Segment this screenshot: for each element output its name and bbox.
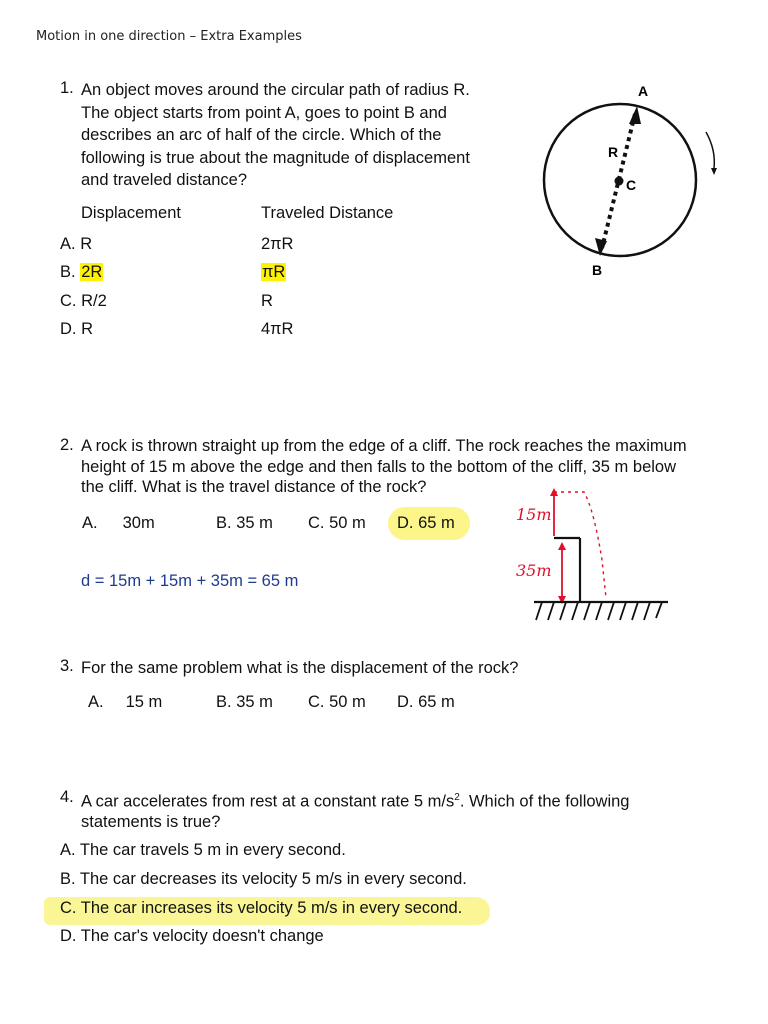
option-value: 35 m [236, 693, 273, 711]
ground-hatching [536, 602, 662, 620]
label-b: B [592, 262, 603, 278]
q2-option-b[interactable] [216, 514, 273, 533]
page-header: Motion in one direction – Extra Examples [36, 29, 302, 44]
q2-option-a[interactable] [82, 514, 155, 533]
option-distance-highlighted: πR [262, 263, 286, 281]
arrow-up-35m [558, 542, 566, 550]
q1-option-b-distance [261, 263, 286, 282]
option-value: 50 m [329, 693, 366, 711]
q3-option-c[interactable] [308, 693, 366, 712]
q4-option-b[interactable]: B. The car decreases its velocity 5 m/s in every second. [60, 870, 467, 888]
q3-option-a[interactable] [88, 693, 162, 712]
option-letter: C. [308, 514, 325, 532]
q4-line-2: statements is true? [81, 813, 221, 831]
circle-diagram [520, 80, 730, 285]
cliff-sketch [510, 480, 680, 630]
q2-number: 2. [60, 436, 74, 454]
q4-number: 4. [60, 788, 74, 806]
option-letter: D. [60, 320, 82, 338]
q2-solution: d = 15m + 15m + 35m = 65 m [81, 572, 299, 590]
q1-text [81, 79, 521, 192]
option-letter: A. [82, 514, 98, 532]
center-point [615, 177, 624, 186]
q1-line: and traveled distance? [81, 171, 248, 189]
q4-text [81, 788, 629, 833]
q1-line: describes an arc of half of the circle. Which of the [81, 126, 442, 144]
q4-option-c[interactable]: C. The car increases its velocity 5 m/s in every second. [60, 899, 463, 917]
q4-superscript: 2 [454, 792, 460, 803]
sketch-label-35m: 35m [516, 561, 552, 580]
q1-option-d[interactable] [60, 320, 93, 339]
option-value: 65 m [418, 693, 455, 711]
q3-number: 3. [60, 657, 74, 675]
rotation-arrow [706, 132, 714, 168]
q1-line: An object moves around the circular path of radius R. [81, 81, 470, 99]
q3-option-b[interactable] [216, 693, 273, 712]
option-letter: B. [60, 263, 81, 281]
label-a: A [638, 83, 649, 99]
option-value: 30m [122, 514, 155, 532]
q2-line: A rock is thrown straight up from the edge of a cliff. The rock reaches the maximum [81, 437, 687, 455]
option-displacement: R/2 [81, 292, 107, 310]
q2-option-d[interactable] [397, 514, 455, 533]
q1-option-a[interactable] [60, 235, 92, 254]
q4-option-a[interactable]: A. The car travels 5 m in every second. [60, 841, 346, 859]
q2-line: height of 15 m above the edge and then falls to the bottom of the cliff, 35 m below [81, 457, 676, 476]
q1-line: following is true about the magnitude of displacement [81, 148, 470, 167]
option-value: 35 m [236, 514, 273, 532]
option-letter: A. [88, 693, 104, 711]
q4-line1-pre: A car accelerates from rest at a constant rate 5 m/s [81, 792, 455, 811]
q3-option-d[interactable] [397, 693, 455, 712]
q4-line1-post: . Which of the following [459, 792, 630, 811]
option-letter: B. [216, 693, 232, 711]
label-c: C [626, 177, 637, 193]
option-displacement: R [81, 320, 94, 338]
label-r: R [608, 144, 619, 160]
option-displacement: R [80, 235, 93, 253]
option-value: 65 m [418, 514, 455, 532]
rotation-arrow-head [711, 168, 717, 175]
option-letter: C. [60, 292, 82, 310]
option-value: 15 m [125, 693, 163, 711]
q1-line: The object starts from point A, goes to point B and [81, 103, 447, 122]
option-displacement-highlighted: 2R [81, 263, 103, 281]
option-letter: B. [216, 514, 232, 532]
q3-question: For the same problem what is the displacement of the rock? [81, 659, 519, 677]
q1-col-displacement: Displacement [81, 204, 181, 222]
option-letter: D. [397, 514, 414, 532]
q2-option-c[interactable] [308, 514, 366, 533]
q4-option-d[interactable]: D. The car's velocity doesn't change [60, 927, 324, 945]
option-letter: A. [60, 235, 81, 253]
q1-col-distance: Traveled Distance [261, 204, 394, 222]
sketch-label-15m: 15m [516, 505, 552, 524]
arrow-head-a [629, 106, 641, 124]
q1-option-a-distance: 2πR [261, 235, 294, 253]
q1-option-b[interactable] [60, 263, 103, 282]
q1-number: 1. [60, 79, 74, 97]
option-letter: C. [308, 693, 325, 711]
option-letter: D. [397, 693, 414, 711]
q2-line: the cliff. What is the travel distance of the rock? [81, 478, 427, 496]
q4-line-1 [81, 788, 629, 812]
q1-option-d-distance: 4πR [261, 320, 294, 338]
q1-option-c[interactable] [60, 292, 107, 311]
option-value: 50 m [329, 514, 366, 532]
q1-option-c-distance: R [261, 292, 273, 310]
